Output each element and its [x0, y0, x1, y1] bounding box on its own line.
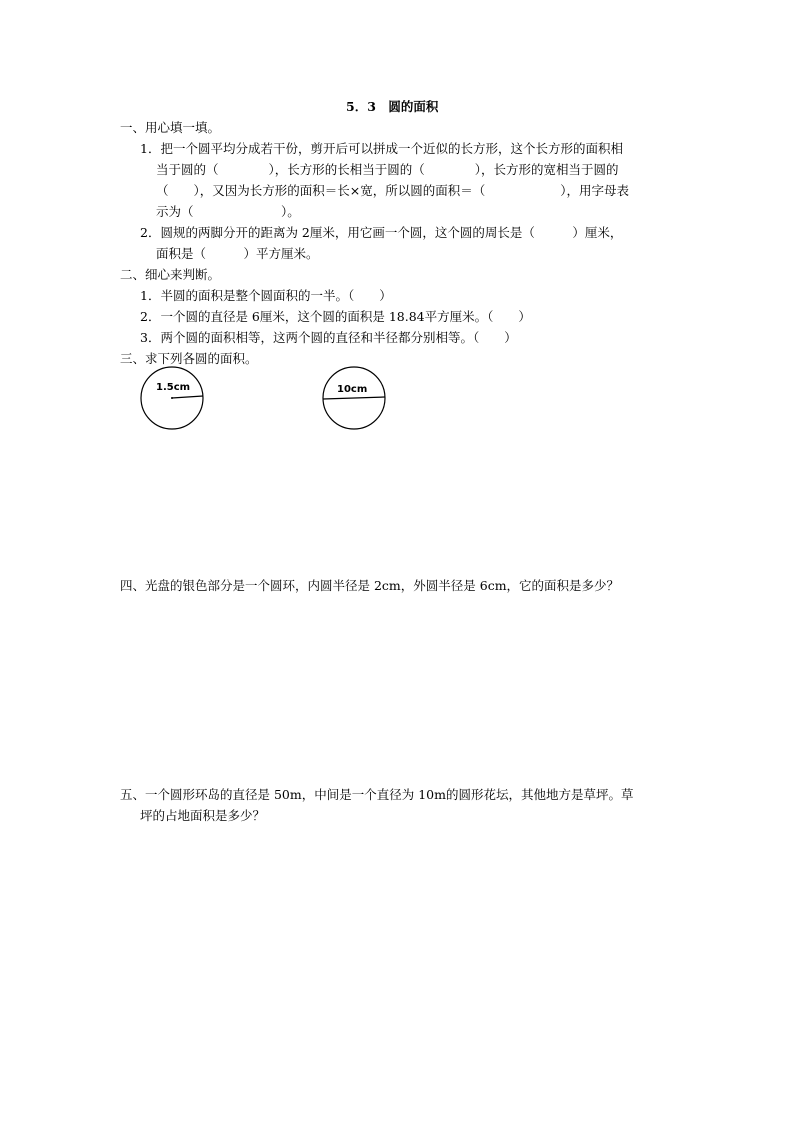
section-5-line2: 坪的占地面积是多少？: [140, 808, 266, 823]
s1-q1-line3: （ ），又因为长方形的面积＝长×宽，所以圆的面积＝（ ），用字母表: [156, 183, 629, 198]
circle-figure-2: [321, 365, 391, 435]
s2-q2: 2．一个圆的直径是 6厘米，这个圆的面积是 18.84平方厘米。（ ）: [140, 309, 531, 324]
circle-2-label: 10cm: [337, 384, 368, 395]
section-2-heading: 二、细心来判断。: [120, 267, 221, 282]
page-title: 5．3 圆的面积: [346, 99, 439, 114]
circle-1-center: [171, 397, 173, 399]
section-5-line1: 五、一个圆形环岛的直径是 50m，中间是一个直径为 10m的圆形花坛，其他地方是草坪。草: [120, 787, 634, 802]
s2-q3: 3．两个圆的面积相等，这两个圆的直径和半径都分别相等。（ ）: [140, 330, 517, 345]
circle-2-diameter: [323, 397, 385, 399]
section-3-heading: 三、求下列各圆的面积。: [120, 351, 258, 366]
circle-figure-1: [138, 365, 208, 435]
s1-q1-line1: 1．把一个圆平均分成若干份，剪开后可以拼成一个近似的长方形，这个长方形的面积相: [140, 141, 623, 156]
section-1-heading: 一、用心填一填。: [120, 120, 221, 135]
s2-q1: 1．半圆的面积是整个圆面积的一半。（ ）: [140, 288, 392, 303]
s1-q2-line1: 2．圆规的两脚分开的距离为 2厘米，用它画一个圆，这个圆的周长是（ ）厘米，: [140, 225, 623, 240]
s1-q1-line4: 示为（ ）。: [156, 204, 300, 219]
section-4-text: 四、光盘的银色部分是一个圆环，内圆半径是 2cm，外圆半径是 6cm，它的面积是多少？: [120, 578, 620, 593]
circle-1-label: 1.5cm: [156, 382, 191, 393]
circle-1-radius: [172, 396, 203, 398]
s1-q2-line2: 面积是（ ）平方厘米。: [156, 246, 319, 261]
s1-q1-line2: 当于圆的（ ），长方形的长相当于圆的（ ），长方形的宽相当于圆的: [156, 162, 619, 177]
